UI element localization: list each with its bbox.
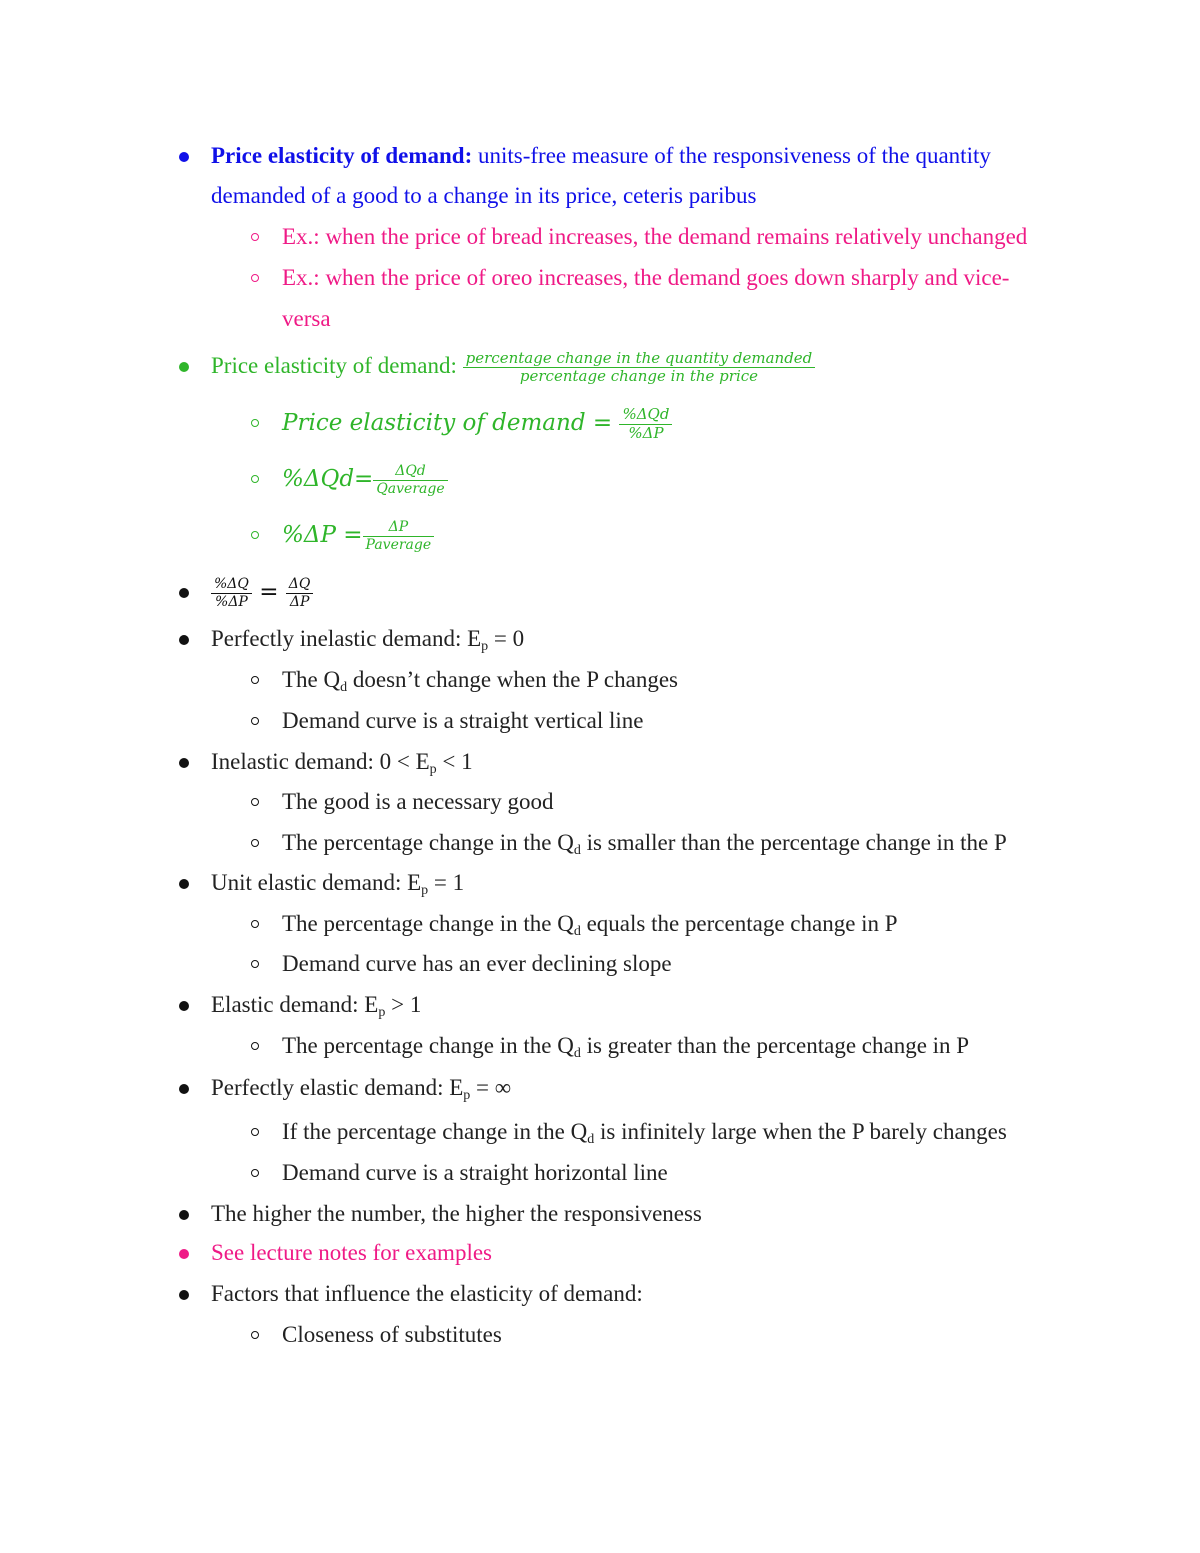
subscript: p (378, 1005, 386, 1020)
sub-bullet (251, 1169, 259, 1177)
definition-term: Price elasticity of demand: (211, 143, 473, 168)
text: > 1 (385, 992, 422, 1017)
text: is greater than the percentage change in P (580, 1033, 970, 1058)
fraction-denominator: ΔP (289, 593, 310, 610)
bullet (179, 758, 189, 768)
text: Inelastic demand: 0 < E (211, 749, 430, 774)
equation-elasticity-fraction (619, 406, 672, 442)
fraction-numerator: ΔP (363, 519, 435, 536)
text: The percentage change in the Q (282, 830, 574, 855)
equation-pct-qd-lhs: %ΔQd= (282, 466, 374, 492)
bullet (179, 1084, 189, 1094)
equation-pct-qd (282, 456, 448, 502)
sub-bullet (251, 1042, 259, 1050)
text: Unit elastic demand: E (211, 870, 422, 895)
formula-denominator: percentage change in the price (519, 367, 759, 386)
subscript: d (587, 1132, 595, 1147)
fraction-numerator: ΔQ (286, 576, 314, 593)
text: is infinitely large when the P barely changes (594, 1119, 1007, 1144)
definition-line-2: demanded of a good to a change in its price, ceteris paribus (211, 183, 757, 208)
fraction-denominator: %ΔP (215, 593, 248, 610)
equation-elasticity (282, 400, 672, 446)
bullet (179, 362, 189, 372)
equation-ratio (211, 570, 313, 614)
sub-bullet (251, 1128, 259, 1136)
sub-bullet (251, 676, 259, 684)
subscript: d (573, 1046, 581, 1061)
text: = 1 (428, 870, 465, 895)
fraction-numerator: %ΔQd (619, 406, 672, 424)
text: The percentage change in the Q (282, 1033, 574, 1058)
sub-bullet (251, 717, 259, 725)
fraction-denominator: Paverage (365, 536, 432, 553)
subscript: d (573, 843, 581, 858)
factor-substitutes: Closeness of substitutes (282, 1322, 502, 1347)
definition-line-1 (211, 142, 991, 170)
subscript: p (429, 762, 437, 777)
ratio-fraction-left (211, 576, 252, 609)
equation-elasticity-lhs: Price elasticity of demand = (282, 410, 620, 436)
sub-bullet (251, 920, 259, 928)
fraction-denominator: %ΔP (628, 423, 664, 442)
formula-label: Price elasticity of demand: (211, 353, 463, 378)
equation-pct-p (282, 512, 434, 558)
sub-bullet (251, 960, 259, 968)
subscript: p (481, 639, 489, 654)
ratio-fraction-right (286, 576, 314, 609)
sub-bullet (251, 233, 259, 241)
higher-number-note: The higher the number, the higher the responsiveness (211, 1201, 702, 1226)
fraction-numerator: ΔQd (373, 463, 447, 480)
text: = 0 (488, 626, 525, 651)
sub-bullet (251, 419, 259, 427)
inelastic (211, 748, 473, 776)
example-bread: Ex.: when the price of bread increases, the demand remains relatively unchanged (282, 224, 1028, 249)
unit-elastic-a (282, 910, 898, 938)
subscript: p (421, 883, 429, 898)
subscript: p (463, 1088, 471, 1103)
definition-text: units-free measure of the responsiveness of the quantity (472, 143, 991, 168)
fraction-numerator: %ΔQ (211, 576, 252, 593)
bullet (179, 1001, 189, 1011)
perfectly-elastic-b: Demand curve is a straight horizontal line (282, 1160, 668, 1185)
unit-elastic-b: Demand curve has an ever declining slope (282, 951, 672, 976)
subscript: d (573, 924, 581, 939)
text: If the percentage change in the Q (282, 1119, 588, 1144)
factors-heading: Factors that influence the elasticity of demand: (211, 1281, 643, 1306)
sub-bullet (251, 839, 259, 847)
elastic-a (282, 1032, 969, 1060)
text: < 1 (436, 749, 473, 774)
formula-numerator: percentage change in the quantity demanded (463, 350, 816, 368)
text: Perfectly elastic demand: E (211, 1075, 464, 1100)
equals-sign: = (251, 579, 286, 605)
perfectly-elastic (211, 1074, 511, 1102)
text: Elastic demand: E (211, 992, 379, 1017)
bullet (179, 1249, 189, 1259)
formula-line (211, 344, 815, 388)
text: is smaller than the percentage change in the P (580, 830, 1007, 855)
fraction-denominator: Qaverage (376, 480, 445, 497)
perfectly-inelastic-a (282, 666, 678, 694)
see-lecture-notes: See lecture notes for examples (211, 1240, 492, 1265)
sub-bullet (251, 798, 259, 806)
elastic (211, 991, 421, 1019)
sub-bullet (251, 475, 259, 483)
bullet (179, 588, 189, 598)
text: The Q (282, 667, 341, 692)
perfectly-inelastic-b: Demand curve is a straight vertical line (282, 708, 644, 733)
sub-bullet (251, 274, 259, 282)
perfectly-elastic-a (282, 1118, 1007, 1146)
example-oreo-line-1: Ex.: when the price of oreo increases, the demand goes down sharply and vice- (282, 265, 1010, 290)
bullet (179, 1210, 189, 1220)
unit-elastic (211, 869, 464, 897)
sub-bullet (251, 1331, 259, 1339)
example-oreo-line-2: versa (282, 306, 331, 331)
formula-fraction (463, 350, 816, 386)
equation-pct-p-fraction (363, 519, 435, 552)
text: Perfectly inelastic demand: E (211, 626, 482, 651)
equation-pct-qd-fraction (373, 463, 447, 496)
perfectly-inelastic (211, 625, 524, 653)
bullet (179, 879, 189, 889)
text: The percentage change in the Q (282, 911, 574, 936)
subscript: d (340, 680, 348, 695)
bullet (179, 152, 189, 162)
inelastic-a: The good is a necessary good (282, 789, 554, 814)
sub-bullet (251, 531, 259, 539)
bullet (179, 1290, 189, 1300)
text: doesn’t change when the P changes (347, 667, 678, 692)
equation-pct-p-lhs: %ΔP = (282, 522, 363, 548)
text: = ∞ (470, 1075, 512, 1100)
bullet (179, 635, 189, 645)
inelastic-b (282, 829, 1007, 857)
text: equals the percentage change in P (580, 911, 898, 936)
